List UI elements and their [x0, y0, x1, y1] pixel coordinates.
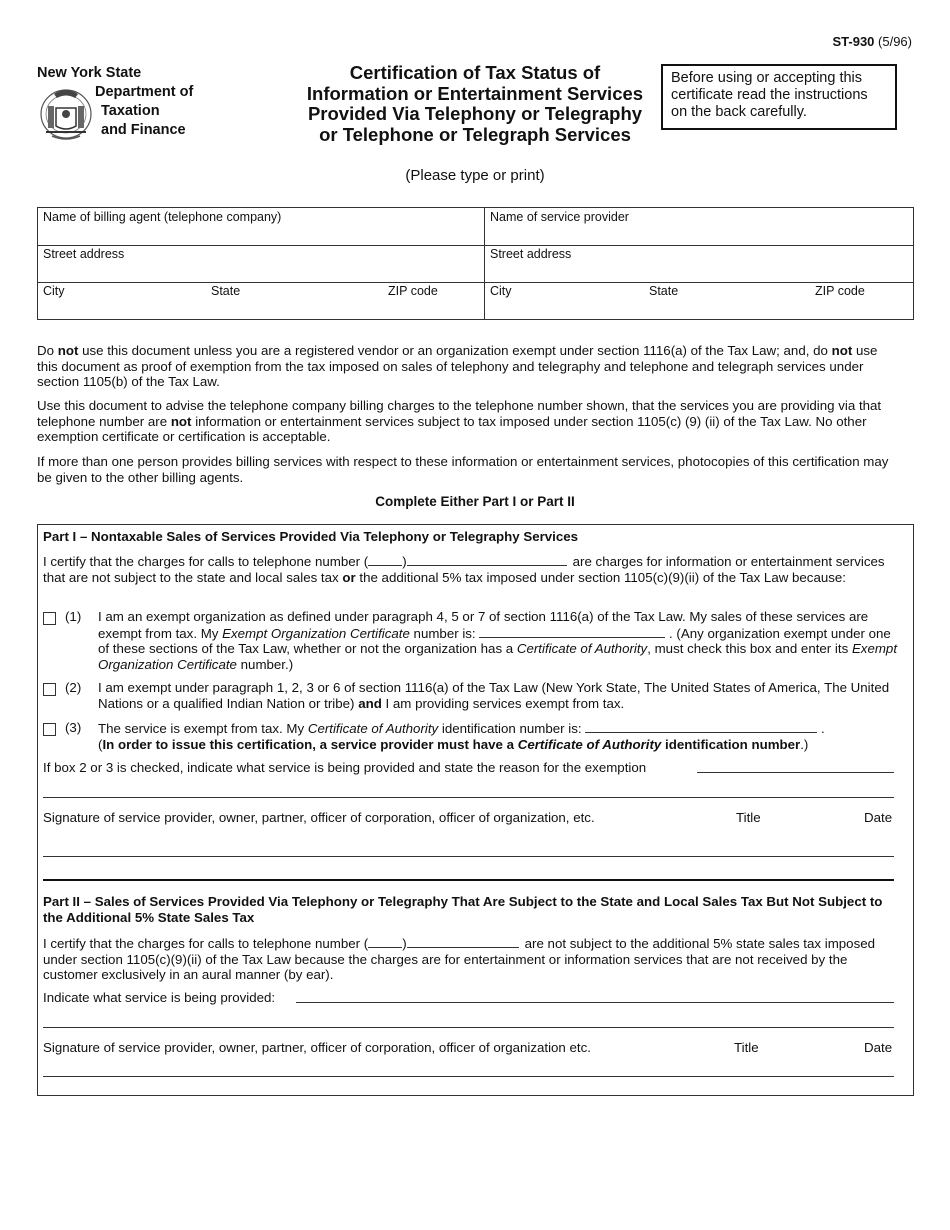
part1-date-label: Date [864, 810, 893, 825]
option3-checkbox[interactable] [43, 723, 56, 736]
instruction-paragraph-2 [37, 398, 899, 445]
part2-service-input-line2[interactable] [43, 1027, 894, 1028]
italic-term: Exempt Organization Certificate [98, 641, 898, 672]
option1-number: (1) [65, 609, 82, 624]
option3-number: (3) [65, 720, 82, 735]
option1-text [98, 609, 898, 672]
part2-service-label: Indicate what service is being provided: [43, 990, 276, 1005]
form-title [265, 63, 685, 145]
part1-area-code-input[interactable] [368, 553, 402, 566]
service-provider-city-field[interactable] [490, 284, 645, 318]
text: identification number [661, 736, 801, 752]
billing-agent-city-field[interactable] [43, 284, 203, 318]
text: The service is exempt from tax. My [98, 721, 308, 736]
text: . (Any organization exempt under one of these sections of the Tax Law, whether or not the organization has a [98, 625, 891, 656]
agency-line-3: Taxation [101, 103, 160, 119]
emphasis-not: not [57, 343, 79, 358]
text: I certify that the charges for calls to telephone number ( [43, 936, 369, 951]
part2-signature-line[interactable] [43, 1076, 894, 1077]
service-provider-zip-field[interactable] [815, 284, 910, 318]
billing-agent-street-field[interactable] [43, 247, 481, 281]
text: use this document unless you are a registered vendor or an organization exempt under section 1116(a) of the Tax Law; and, do [78, 343, 832, 358]
part1-signature-line[interactable] [43, 856, 894, 857]
billing-agent-zip-field[interactable] [388, 284, 480, 318]
billing-agent-name-field[interactable] [43, 210, 481, 244]
part1-signature-label: Signature of service provider, owner, partner, officer of corporation, officer of organization, etc. [43, 810, 595, 825]
text: the additional 5% tax imposed under section 1105(c)(9)(ii) of the Tax Law because: [355, 569, 846, 585]
city-label: City [490, 284, 512, 298]
form-number-code: ST-930 [832, 34, 875, 49]
part2-signature-label: Signature of service provider, owner, partner, officer of corporation, officer of organization etc. [43, 1040, 591, 1055]
option2-checkbox[interactable] [43, 683, 56, 696]
text: are not subject to the additional 5% state sales tax imposed under section 1105(c)(9)(ii) of the Tax Law because the charges are for entertainment or information services that are not received by the customer exclusively in an aural manner (by ear). [43, 936, 876, 982]
part1-heading: Part I – Nontaxable Sales of Services Provided Via Telephony or Telegraphy Services [43, 529, 579, 544]
part2-heading: Part II – Sales of Services Provided Via Telephony or Telegraphy That Are Subject to the State and Local Sales Tax But Not Subject to the Additional 5% State Sales Tax [43, 894, 883, 925]
text: are charges for information or entertainment services that are not subject to the state and local sales tax [43, 554, 885, 585]
state-label: State [211, 284, 241, 298]
text: number.) [236, 656, 294, 672]
text: . [820, 721, 825, 736]
italic-term: Certificate of Authority [517, 736, 662, 752]
text: information or entertainment services subject to tax imposed under section 1105(c) (9) (ii) of the Tax Law. No other exemption certificate or certification is acceptable. [37, 413, 867, 444]
part1-title-label: Title [736, 810, 761, 825]
city-label: City [43, 284, 65, 298]
exemption-reason-input-line2[interactable] [43, 797, 894, 798]
text: I am an exempt organization as defined under paragraph 4, 5 or 7 of section 1116(a) of the Tax Law. My sales of these services are exempt from tax. My [98, 609, 869, 641]
part2-area-code-input[interactable] [368, 935, 402, 948]
option2-number: (2) [65, 680, 82, 695]
option1-checkbox[interactable] [43, 612, 56, 625]
text: ) [402, 554, 407, 569]
option3-text [98, 720, 898, 752]
instruction-paragraph-1 [37, 343, 899, 390]
text: I am exempt under paragraph 1, 2, 3 or 6 of section 1116(a) of the Tax Law (New York State, The United States of America, The United Nations or a qualified Indian Nation or tribe) [98, 680, 890, 711]
agency-line-2: Department of [95, 84, 194, 100]
service-provider-street-field[interactable] [490, 247, 910, 281]
part2-service-input[interactable] [296, 1002, 894, 1003]
street-address-label: Street address [490, 247, 572, 261]
part2-certify-statement [43, 935, 903, 983]
certificate-of-authority-id-input[interactable] [585, 720, 817, 733]
state-label: State [649, 284, 679, 298]
text: Do [37, 343, 58, 358]
party-info-box [37, 207, 914, 320]
text: identification number is: [438, 721, 582, 736]
exemption-reason-input[interactable] [697, 772, 894, 773]
complete-either-part-heading: Complete Either Part I or Part II [375, 494, 575, 509]
italic-term: Certificate of Authority [516, 641, 648, 656]
zip-label: ZIP code [388, 284, 438, 298]
title-line-1: Certification of Tax Status of [349, 62, 601, 83]
instructions-notice-box: Before using or accepting this certificate read the instructions on the back carefully. [661, 64, 897, 130]
street-address-label: Street address [43, 247, 125, 261]
text: ) [402, 936, 407, 951]
form-number [832, 34, 912, 49]
service-provider-name-field[interactable] [490, 210, 910, 244]
service-provider-state-field[interactable] [649, 284, 809, 318]
emphasis-not: not [170, 413, 192, 429]
italic-term: Certificate of Authority [307, 721, 439, 736]
part-divider [43, 879, 894, 881]
billing-agent-name-label: Name of billing agent (telephone company) [43, 210, 282, 224]
text: .) [800, 736, 809, 752]
billing-agent-state-field[interactable] [211, 284, 381, 318]
agency-line-4: and Finance [101, 122, 186, 138]
emphasis-not: not [831, 343, 853, 358]
part2-title-label: Title [734, 1040, 759, 1055]
instruction-paragraph-3: If more than one person provides billing services with respect to these information or entertainment services, photocopies of this certification may be given to the other billing agents. [37, 454, 889, 485]
text: Use this document to advise the telephone company billing charges to the telephone number shown, that the services you are providing via that telephone number are [37, 398, 882, 429]
part1-certify-statement [43, 553, 903, 585]
type-or-print-note: (Please type or print) [405, 167, 545, 184]
text: ( [98, 736, 103, 752]
emphasis-and: and [358, 695, 382, 711]
option2-text [98, 680, 898, 711]
emphasis-or: or [342, 569, 356, 585]
exemption-reason-label: If box 2 or 3 is checked, indicate what service is being provided and state the reason for the exemption [43, 760, 647, 775]
text: use this document as proof of exemption from the tax imposed on sales of telephony and telegraphy and telephone and telegraph services under section 1105(b) of the Tax Law. [37, 343, 878, 389]
service-provider-name-label: Name of service provider [490, 210, 629, 224]
title-line-2: Information or Entertainment Services [306, 82, 644, 104]
text: In order to issue this certification, a service provider must have a [102, 736, 518, 752]
part1-phone-number-input[interactable] [407, 553, 567, 566]
state-seal-icon [38, 84, 94, 142]
exempt-org-cert-number-input[interactable] [479, 625, 665, 638]
text: , must check this box and enter its [647, 641, 852, 656]
agency-line-1: New York State [37, 65, 142, 81]
text: number is: [409, 625, 476, 641]
title-line-3: Provided Via Telephony or Telegraphy [307, 103, 643, 124]
part2-phone-number-input[interactable] [407, 935, 519, 948]
text: I am providing services exempt from tax. [381, 695, 625, 711]
zip-label: ZIP code [815, 284, 865, 298]
italic-term: Exempt Organization Certificate [222, 625, 410, 641]
part2-date-label: Date [864, 1040, 893, 1055]
form-date: (5/96) [878, 34, 912, 49]
title-line-4: or Telephone or Telegraph Services [319, 123, 631, 145]
text: I certify that the charges for calls to telephone number ( [43, 554, 369, 569]
